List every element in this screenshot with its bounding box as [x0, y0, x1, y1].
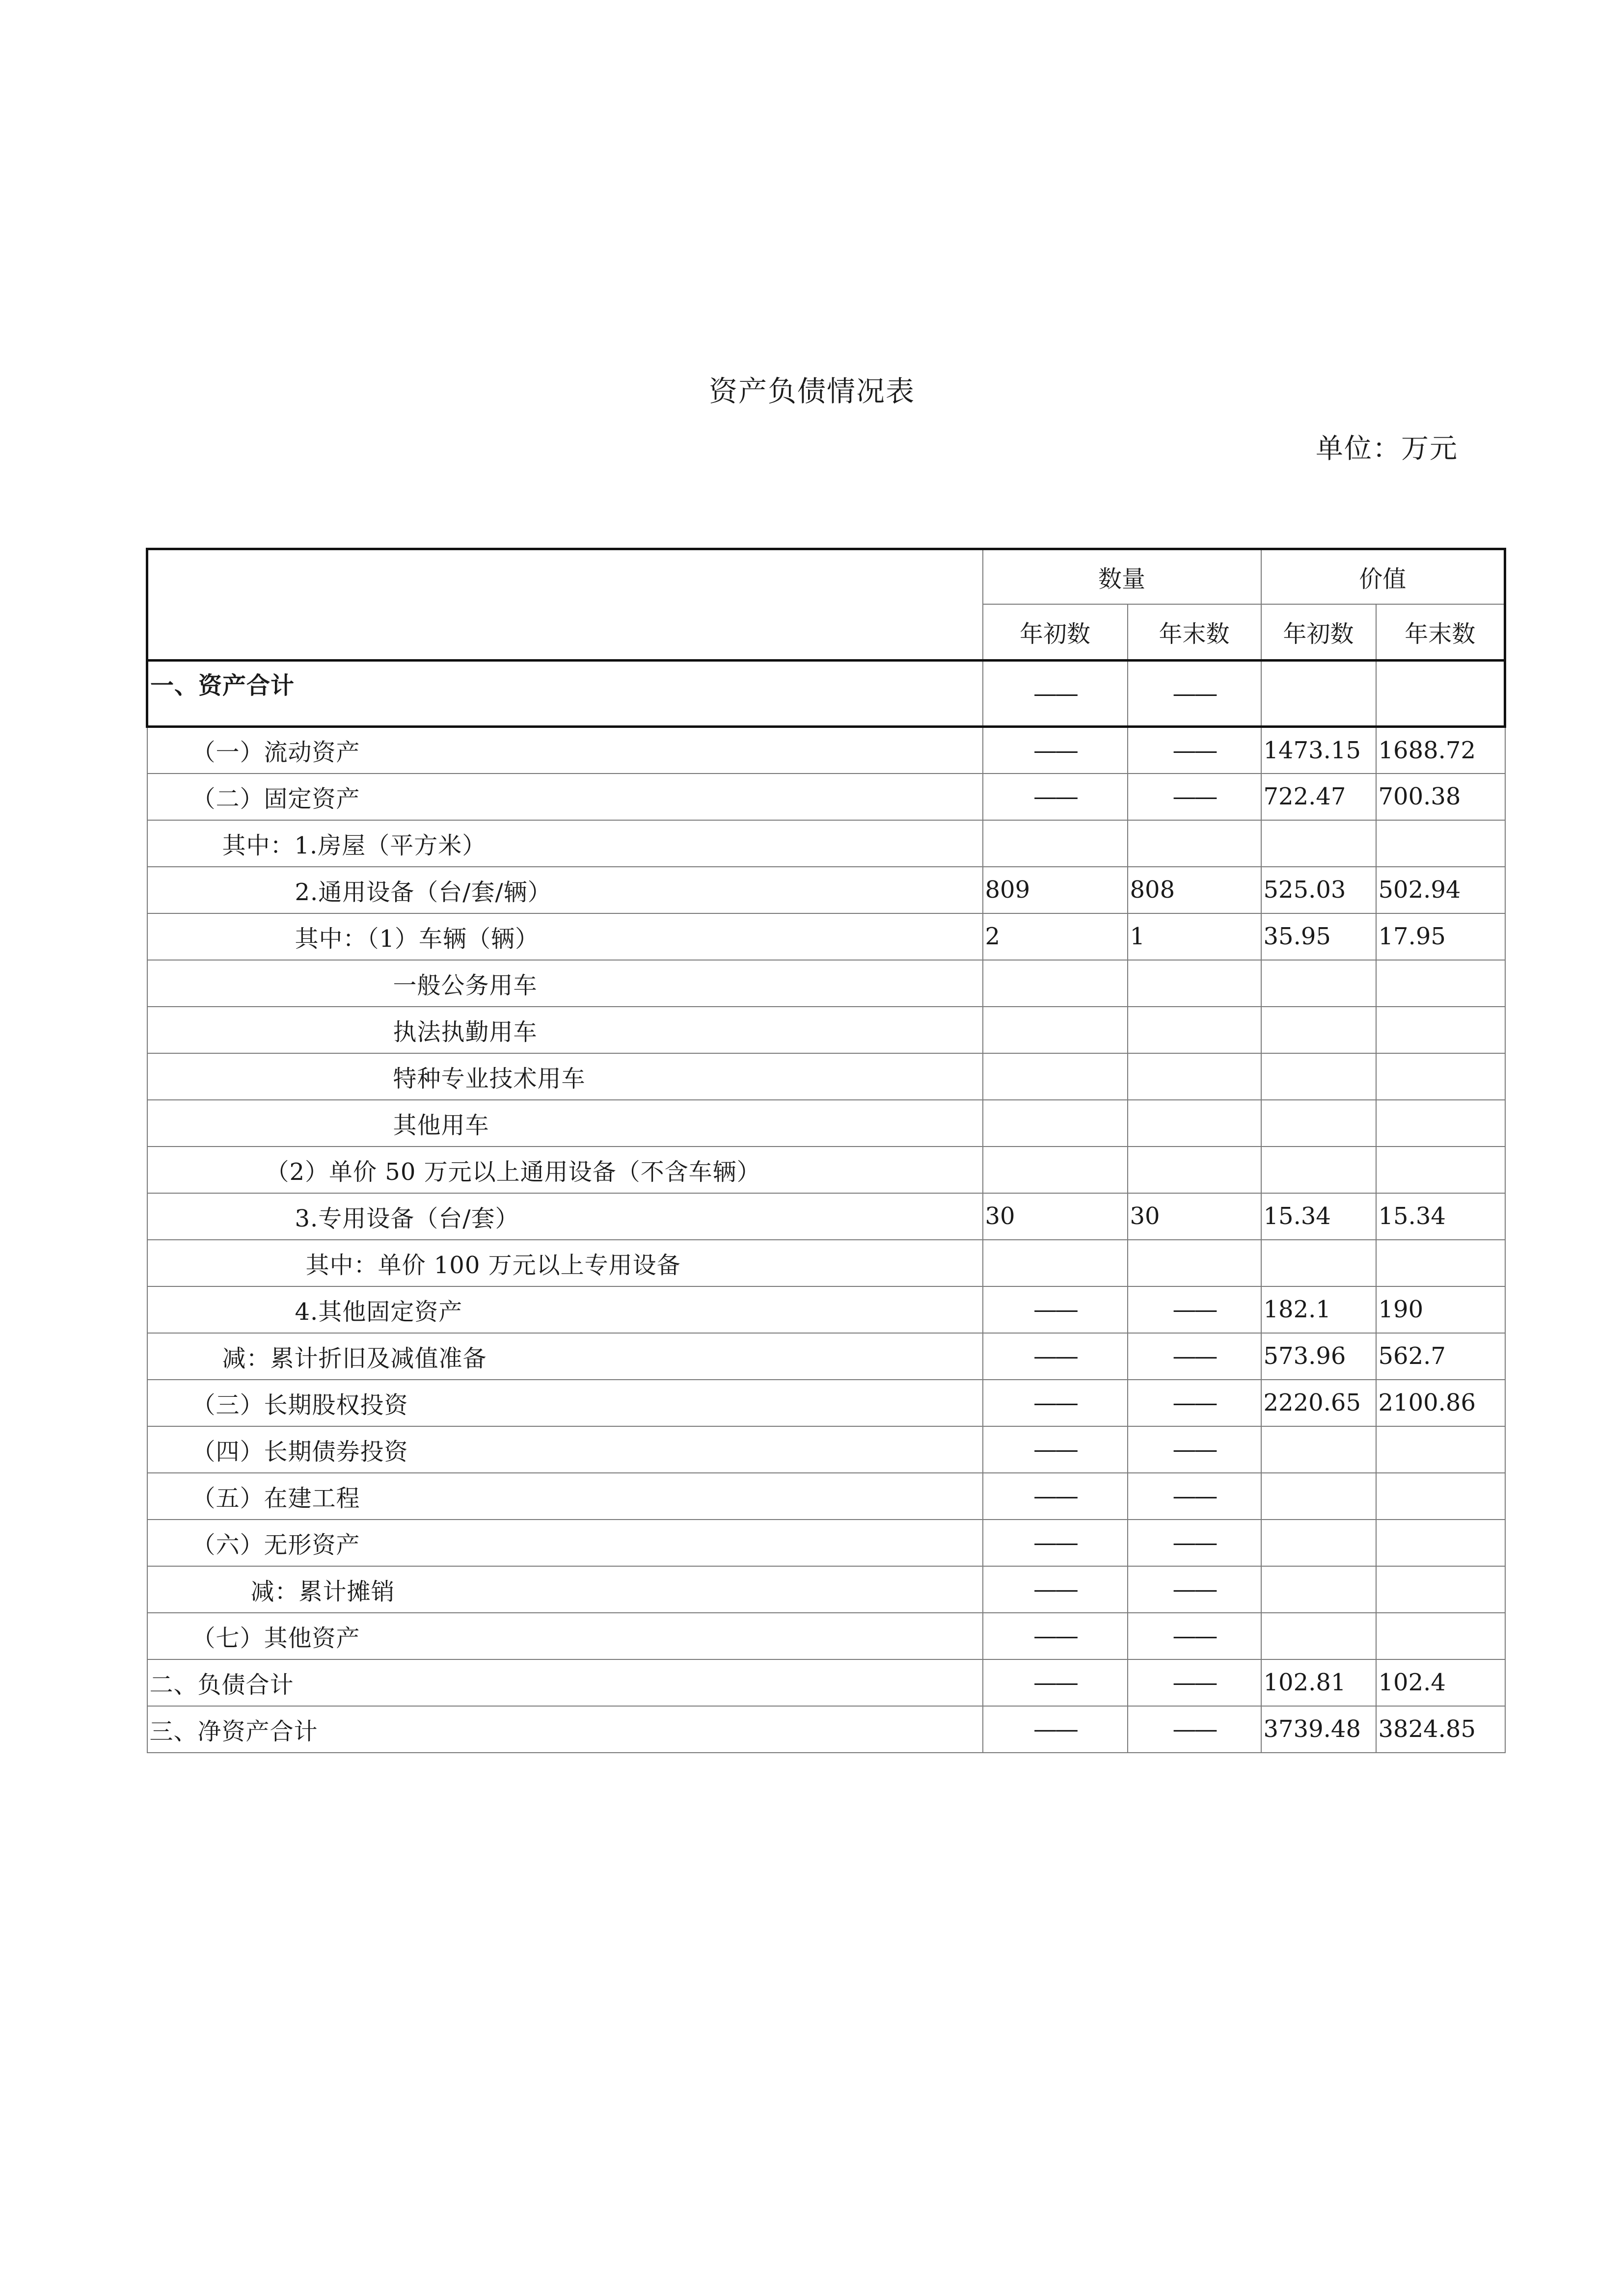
row-label: （六）无形资产 — [147, 1520, 983, 1566]
cell-val-end — [1376, 960, 1505, 1007]
table-row — [147, 1659, 1505, 1706]
cell-qty-start: —— — [983, 1659, 1128, 1706]
row-label: 其中：（1）车辆（辆） — [147, 913, 983, 960]
cell-val-end — [1376, 820, 1505, 867]
cell-val-end: 15.34 — [1376, 1193, 1505, 1240]
cell-val-end — [1376, 1147, 1505, 1193]
row-label: 4.其他固定资产 — [147, 1286, 983, 1333]
row-label: 一、资产合计 — [147, 661, 983, 727]
row-label: 2.通用设备（台/套/辆） — [147, 867, 983, 913]
cell-qty-start: —— — [983, 1706, 1128, 1753]
row-label: 其中：单价 100 万元以上专用设备 — [147, 1240, 983, 1286]
table-row — [147, 1147, 1505, 1193]
cell-val-end — [1376, 1100, 1505, 1147]
cell-qty-start: —— — [983, 1473, 1128, 1520]
cell-val-end — [1376, 1240, 1505, 1286]
cell-qty-end: —— — [1128, 1426, 1261, 1473]
table-row — [147, 1426, 1505, 1473]
cell-val-end: 1688.72 — [1376, 727, 1505, 774]
cell-qty-start — [983, 1240, 1128, 1286]
cell-val-start — [1261, 960, 1376, 1007]
cell-qty-start: —— — [983, 1520, 1128, 1566]
unit-label: 单位：万元 — [1316, 433, 1458, 465]
table-row — [147, 820, 1505, 867]
header-qty-start: 年初数 — [983, 604, 1128, 661]
row-label: （五）在建工程 — [147, 1473, 983, 1520]
cell-qty-end: —— — [1128, 1380, 1261, 1426]
cell-val-end: 2100.86 — [1376, 1380, 1505, 1426]
cell-qty-start: 809 — [983, 867, 1128, 913]
cell-qty-end — [1128, 1053, 1261, 1100]
header-qty-end: 年末数 — [1128, 604, 1261, 661]
table-row — [147, 1566, 1505, 1613]
cell-qty-end: 1 — [1128, 913, 1261, 960]
balance-sheet-table — [146, 548, 1506, 1753]
cell-val-end: 190 — [1376, 1286, 1505, 1333]
cell-qty-start: —— — [983, 1380, 1128, 1426]
row-label: （一）流动资产 — [147, 727, 983, 774]
row-label: （2）单价 50 万元以上通用设备（不含车辆） — [147, 1147, 983, 1193]
header-value: 价值 — [1261, 549, 1505, 604]
header-val-start: 年初数 — [1261, 604, 1376, 661]
row-label: （三）长期股权投资 — [147, 1380, 983, 1426]
cell-val-start: 722.47 — [1261, 774, 1376, 820]
cell-qty-start: 2 — [983, 913, 1128, 960]
row-label: （七）其他资产 — [147, 1613, 983, 1659]
cell-val-end — [1376, 1566, 1505, 1613]
cell-val-start — [1261, 1566, 1376, 1613]
cell-val-start — [1261, 1053, 1376, 1100]
table-row — [147, 1053, 1505, 1100]
table-row — [147, 1520, 1505, 1566]
table-row — [147, 960, 1505, 1007]
table-row — [147, 913, 1505, 960]
row-label: 减：累计摊销 — [147, 1566, 983, 1613]
cell-val-start — [1261, 1240, 1376, 1286]
cell-qty-start — [983, 820, 1128, 867]
table-row — [147, 661, 1505, 727]
table-row — [147, 1706, 1505, 1753]
cell-val-start — [1261, 820, 1376, 867]
header-quantity: 数量 — [983, 549, 1261, 604]
cell-val-start — [1261, 1520, 1376, 1566]
cell-val-start — [1261, 1473, 1376, 1520]
cell-qty-start: —— — [983, 1566, 1128, 1613]
cell-qty-start: —— — [983, 661, 1128, 727]
cell-val-start: 1473.15 — [1261, 727, 1376, 774]
row-label: 执法执勤用车 — [147, 1007, 983, 1053]
header-blank-cell — [147, 549, 983, 661]
table-row — [147, 1193, 1505, 1240]
cell-val-start: 3739.48 — [1261, 1706, 1376, 1753]
cell-qty-end: —— — [1128, 1659, 1261, 1706]
cell-val-end — [1376, 1426, 1505, 1473]
cell-val-end: 700.38 — [1376, 774, 1505, 820]
cell-qty-start: —— — [983, 1426, 1128, 1473]
cell-val-start — [1261, 1100, 1376, 1147]
cell-val-end — [1376, 1053, 1505, 1100]
cell-qty-end: 808 — [1128, 867, 1261, 913]
cell-qty-end — [1128, 1147, 1261, 1193]
cell-qty-end — [1128, 1007, 1261, 1053]
cell-qty-end: —— — [1128, 774, 1261, 820]
header-row-groups — [147, 549, 1505, 604]
cell-val-end: 102.4 — [1376, 1659, 1505, 1706]
cell-qty-end: 30 — [1128, 1193, 1261, 1240]
table-row — [147, 1286, 1505, 1333]
cell-val-end — [1376, 661, 1505, 727]
table-row — [147, 867, 1505, 913]
cell-qty-end — [1128, 820, 1261, 867]
row-label: 一般公务用车 — [147, 960, 983, 1007]
cell-qty-end: —— — [1128, 1566, 1261, 1613]
cell-qty-start: —— — [983, 1333, 1128, 1380]
cell-val-start — [1261, 1426, 1376, 1473]
row-label: 其他用车 — [147, 1100, 983, 1147]
table-row — [147, 1007, 1505, 1053]
row-label: （四）长期债券投资 — [147, 1426, 983, 1473]
document-title: 资产负债情况表 — [708, 374, 915, 408]
cell-val-end: 3824.85 — [1376, 1706, 1505, 1753]
cell-val-start — [1261, 1613, 1376, 1659]
cell-qty-start: —— — [983, 1286, 1128, 1333]
cell-val-end — [1376, 1520, 1505, 1566]
cell-qty-end: —— — [1128, 661, 1261, 727]
table-row — [147, 727, 1505, 774]
cell-qty-start — [983, 1053, 1128, 1100]
cell-qty-start: 30 — [983, 1193, 1128, 1240]
cell-val-end: 17.95 — [1376, 913, 1505, 960]
cell-val-start: 525.03 — [1261, 867, 1376, 913]
cell-qty-end — [1128, 1240, 1261, 1286]
cell-val-start: 35.95 — [1261, 913, 1376, 960]
row-label: 二、负债合计 — [147, 1659, 983, 1706]
cell-val-start: 182.1 — [1261, 1286, 1376, 1333]
cell-qty-start — [983, 1147, 1128, 1193]
cell-val-start: 2220.65 — [1261, 1380, 1376, 1426]
row-label: 三、净资产合计 — [147, 1706, 983, 1753]
row-label: 3.专用设备（台/套） — [147, 1193, 983, 1240]
table-row — [147, 1333, 1505, 1380]
table-row — [147, 1380, 1505, 1426]
cell-val-end — [1376, 1613, 1505, 1659]
cell-qty-start: —— — [983, 1613, 1128, 1659]
cell-qty-end — [1128, 960, 1261, 1007]
row-label: 特种专业技术用车 — [147, 1053, 983, 1100]
cell-val-start: 102.81 — [1261, 1659, 1376, 1706]
cell-val-end: 502.94 — [1376, 867, 1505, 913]
cell-val-start — [1261, 661, 1376, 727]
cell-qty-end: —— — [1128, 1706, 1261, 1753]
cell-qty-end: —— — [1128, 1613, 1261, 1659]
cell-qty-start — [983, 1100, 1128, 1147]
cell-val-start: 15.34 — [1261, 1193, 1376, 1240]
table-row — [147, 1613, 1505, 1659]
cell-val-end — [1376, 1007, 1505, 1053]
cell-qty-start: —— — [983, 727, 1128, 774]
row-label: 减：累计折旧及减值准备 — [147, 1333, 983, 1380]
header-val-end: 年末数 — [1376, 604, 1505, 661]
cell-qty-end: —— — [1128, 1286, 1261, 1333]
cell-val-start — [1261, 1007, 1376, 1053]
cell-qty-start — [983, 1007, 1128, 1053]
cell-val-start: 573.96 — [1261, 1333, 1376, 1380]
table-row — [147, 1240, 1505, 1286]
table-row — [147, 774, 1505, 820]
cell-qty-end: —— — [1128, 1520, 1261, 1566]
cell-qty-end: —— — [1128, 727, 1261, 774]
row-label: （二）固定资产 — [147, 774, 983, 820]
row-label: 其中：1.房屋（平方米） — [147, 820, 983, 867]
cell-qty-end: —— — [1128, 1333, 1261, 1380]
cell-qty-start: —— — [983, 774, 1128, 820]
table-row — [147, 1473, 1505, 1520]
cell-val-end: 562.7 — [1376, 1333, 1505, 1380]
cell-qty-start — [983, 960, 1128, 1007]
cell-qty-end: —— — [1128, 1473, 1261, 1520]
cell-val-end — [1376, 1473, 1505, 1520]
cell-qty-end — [1128, 1100, 1261, 1147]
table-row — [147, 1100, 1505, 1147]
cell-val-start — [1261, 1147, 1376, 1193]
